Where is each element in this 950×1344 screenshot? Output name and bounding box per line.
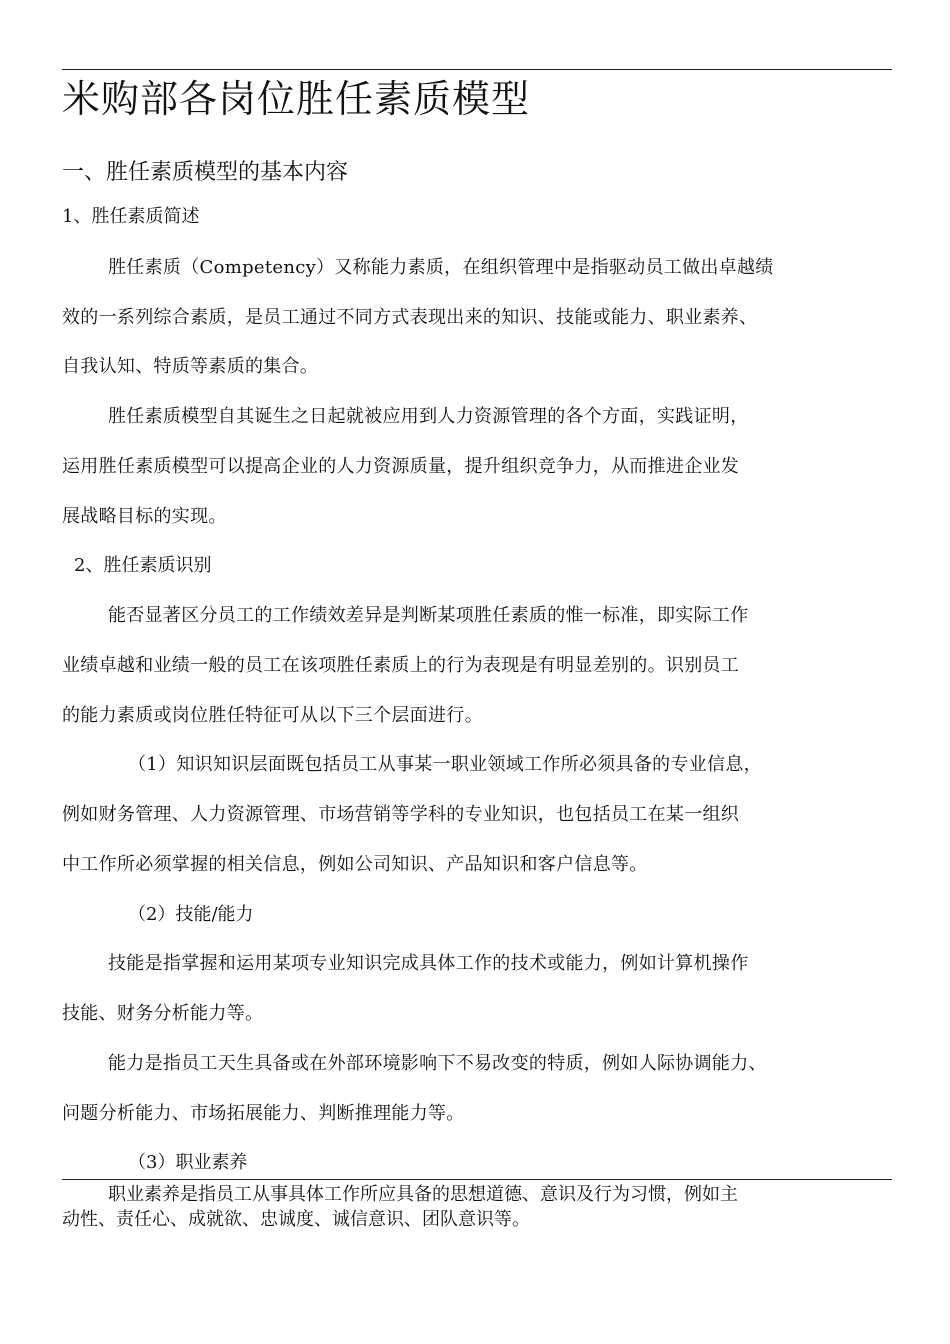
paragraph-line: 业绩卓越和业绩一般的员工在该项胜任素质上的行为表现是有明显差别的。识别员工 [62, 655, 740, 676]
subsection-heading-2: 2、胜任素质识别 [74, 555, 212, 576]
paragraph-line: 能力是指员工天生具备或在外部环境影响下不易改变的特质，例如人际协调能力、 [108, 1053, 767, 1074]
paragraph-line: 技能、财务分析能力等。 [62, 1003, 264, 1024]
paragraph-line: 展战略目标的实现。 [62, 506, 227, 527]
paragraph-line: 胜任素质（Competency）又称能力素质，在组织管理中是指驱动员工做出卓越绩 [108, 257, 774, 278]
section-heading: 一、胜任素质模型的基本内容 [62, 160, 349, 185]
paragraph-line: 效的一系列综合素质，是员工通过不同方式表现出来的知识、技能或能力、职业素养、 [62, 307, 758, 328]
top-rule [62, 69, 892, 70]
paragraph-line: 职业素养是指员工从事具体工作所应具备的思想道德、意识及行为习惯，例如主 [108, 1184, 738, 1205]
subsection-heading-1: 1、胜任素质简述 [62, 206, 200, 227]
bottom-rule [62, 1179, 892, 1180]
paragraph-line: 胜任素质模型自其诞生之日起就被应用到人力资源管理的各个方面，实践证明， [108, 406, 749, 427]
paragraph-line: 的能力素质或岗位胜任特征可从以下三个层面进行。 [62, 705, 483, 726]
list-item-line: （1）知识知识层面既包括员工从事某一职业领域工作所必须具备的专业信息， [128, 754, 762, 775]
paragraph-line: 技能是指掌握和运用某项专业知识完成具体工作的技术或能力，例如计算机操作 [108, 953, 749, 974]
paragraph-line: 能否显著区分员工的工作绩效差异是判断某项胜任素质的惟一标准，即实际工作 [108, 605, 749, 626]
list-item-line: 中工作所必须掌握的相关信息，例如公司知识、产品知识和客户信息等。 [62, 854, 648, 875]
list-item-heading-2: （2）技能/能力 [128, 904, 254, 925]
list-item-line: 例如财务管理、人力资源管理、市场营销等学科的专业知识，也包括员工在某一组织 [62, 804, 740, 825]
paragraph-line: 问题分析能力、市场拓展能力、判断推理能力等。 [62, 1103, 465, 1124]
paragraph-line: 运用胜任素质模型可以提高企业的人力资源质量，提升组织竞争力，从而推进企业发 [62, 456, 740, 477]
paragraph-line: 自我认知、特质等素质的集合。 [62, 356, 319, 377]
list-item-heading-3: （3）职业素养 [128, 1152, 248, 1173]
document-title: 米购部各岗位胜任素质模型 [62, 77, 531, 121]
paragraph-line: 动性、责任心、成就欲、忠诚度、诚信意识、团队意识等。 [62, 1209, 530, 1230]
